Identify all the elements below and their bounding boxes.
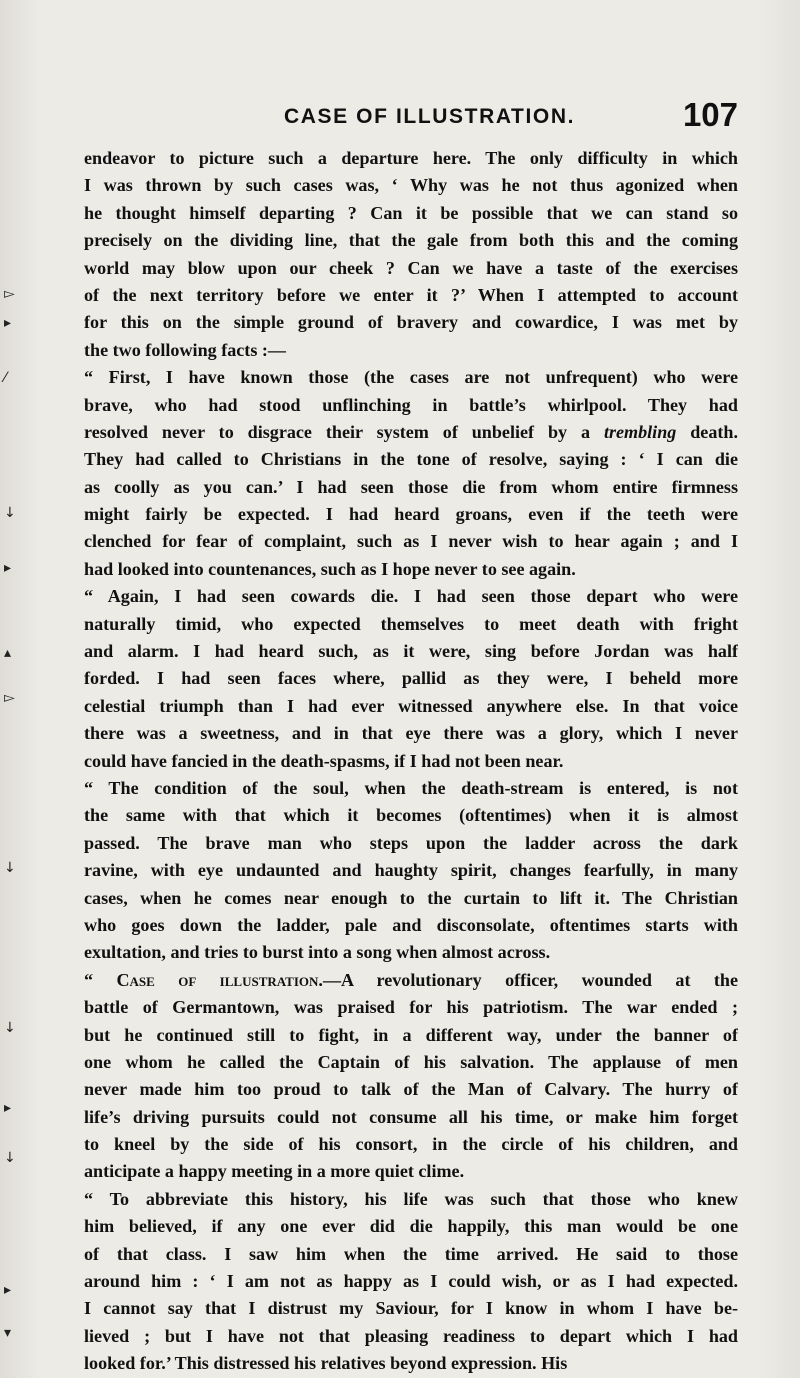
margin-tick-icon: ↓ [4, 1150, 16, 1166]
margin-arrow-icon: ▻ [4, 690, 15, 706]
text-line: anticipate a happy meeting in a more quiet clime. [84, 1161, 465, 1182]
text-line: around him : ‘ I am not as happy as I could wish, or as I had expected. [84, 1271, 738, 1292]
text-line: world may blow upon our cheek ? Can we have a taste of the exercises [84, 257, 738, 278]
text-line: “ To abbreviate this history, his life was such that those who knew [84, 1188, 738, 1209]
page-number: 107 [682, 96, 738, 133]
margin-arrow-icon: ▻ [4, 286, 15, 302]
text-line: to kneel by the side of his consort, in the circle of his children, and [84, 1134, 738, 1155]
text-line: as coolly as you can.’ I had seen those die from whom entire firmness [84, 476, 738, 497]
body-text [84, 145, 738, 1378]
text-line: “ The condition of the soul, when the death-stream is entered, is not [84, 777, 738, 798]
running-title: CASE OF ILLUSTRATION. [284, 105, 576, 128]
text-line: naturally timid, who expected themselves to meet death with fright [84, 613, 738, 634]
text-line: who goes down the ladder, pale and disconsolate, oftentimes starts with [84, 914, 738, 935]
margin-arrow-icon: ▸ [4, 315, 12, 331]
text-line: had looked into countenances, such as I hope never to see again. [84, 558, 576, 579]
text-line: clenched for fear of complaint, such as I never wish to hear again ; and I [84, 531, 738, 552]
text-line: he thought himself departing ? Can it be possible that we can stand so [84, 202, 738, 223]
text-line: could have fancied in the death-spasms, if I had not been near. [84, 750, 564, 771]
text-line: passed. The brave man who steps upon the ladder across the dark [84, 832, 738, 853]
text-line: “ Again, I had seen cowards die. I had seen those depart who were [84, 586, 738, 607]
text-line: “ Case of illustration.—A revolutionary officer, wounded at the [84, 969, 738, 990]
text-line: might fairly be expected. I had heard groans, even if the teeth were [84, 504, 738, 525]
margin-tick-icon: ↓ [4, 505, 16, 521]
text-line: life’s driving pursuits could not consume all his time, or make him forget [84, 1106, 738, 1127]
text-line: precisely on the dividing line, that the gale from both this and the coming [84, 230, 738, 251]
margin-tick-icon: ↓ [4, 860, 16, 876]
margin-arrow-icon: ▸ [4, 1282, 12, 1298]
text-line: and alarm. I had heard such, as it were, sing before Jordan was half [84, 641, 738, 662]
text-line: looked for.’ This distressed his relatives beyond expression. His [84, 1353, 568, 1374]
text-line: the same with that which it becomes (oftentimes) when it is almost [84, 805, 738, 826]
running-head [84, 96, 738, 132]
margin-tick-icon: ⁄ [4, 370, 7, 386]
text-line: lieved ; but I have not that pleasing readiness to depart which I had [84, 1325, 738, 1346]
text-line: I was thrown by such cases was, ‘ Why was he not thus agonized when [84, 175, 738, 196]
text-line: never made him too proud to talk of the Man of Calvary. The hurry of [84, 1079, 738, 1100]
text-line: him believed, if any one ever did die happily, this man would be one [84, 1216, 738, 1237]
text-line: battle of Germantown, was praised for his patriotism. The war ended ; [84, 997, 738, 1018]
text-line: resolved never to disgrace their system of unbelief by a trembling death. [84, 421, 738, 442]
text-line: forded. I had seen faces where, pallid as they were, I beheld more [84, 668, 738, 689]
margin-arrow-icon: ▸ [4, 1100, 12, 1116]
text-line: “ First, I have known those (the cases are not unfrequent) who were [84, 367, 738, 388]
text-line: the two following facts :— [84, 339, 287, 360]
text-line: endeavor to picture such a departure here. The only difficulty in which [84, 148, 738, 168]
margin-arrow-icon: ▾ [4, 1325, 12, 1341]
text-line: there was a sweetness, and in that eye there was a glory, which I never [84, 723, 738, 744]
margin-arrow-icon: ▴ [4, 645, 12, 661]
text-line: celestial triumph than I had ever witnessed anywhere else. In that voice [84, 695, 738, 716]
text-line: exultation, and tries to burst into a song when almost across. [84, 942, 551, 963]
text-line: ravine, with eye undaunted and haughty spirit, changes fearfully, in many [84, 860, 738, 881]
margin-tick-icon: ↓ [4, 1020, 16, 1036]
margin-marks [0, 0, 40, 1378]
text-line: of that class. I saw him when the time arrived. He said to those [84, 1243, 738, 1264]
text-line: cases, when he comes near enough to the curtain to lift it. The Christian [84, 887, 738, 908]
text-line: brave, who had stood unflinching in battle’s whirlpool. They had [84, 394, 738, 415]
text-line: one whom he called the Captain of his salvation. The applause of men [84, 1051, 738, 1072]
text-line: They had called to Christians in the tone of resolve, saying : ‘ I can die [84, 449, 738, 470]
text-line: but he continued still to fight, in a different way, under the banner of [84, 1024, 738, 1045]
margin-arrow-icon: ▸ [4, 560, 12, 576]
text-line: I cannot say that I distrust my Saviour, for I know in whom I have be- [84, 1298, 738, 1319]
text-line: for this on the simple ground of bravery and cowardice, I was met by [84, 312, 738, 333]
text-line: of the next territory before we enter it ?’ When I attempted to account [84, 284, 738, 305]
